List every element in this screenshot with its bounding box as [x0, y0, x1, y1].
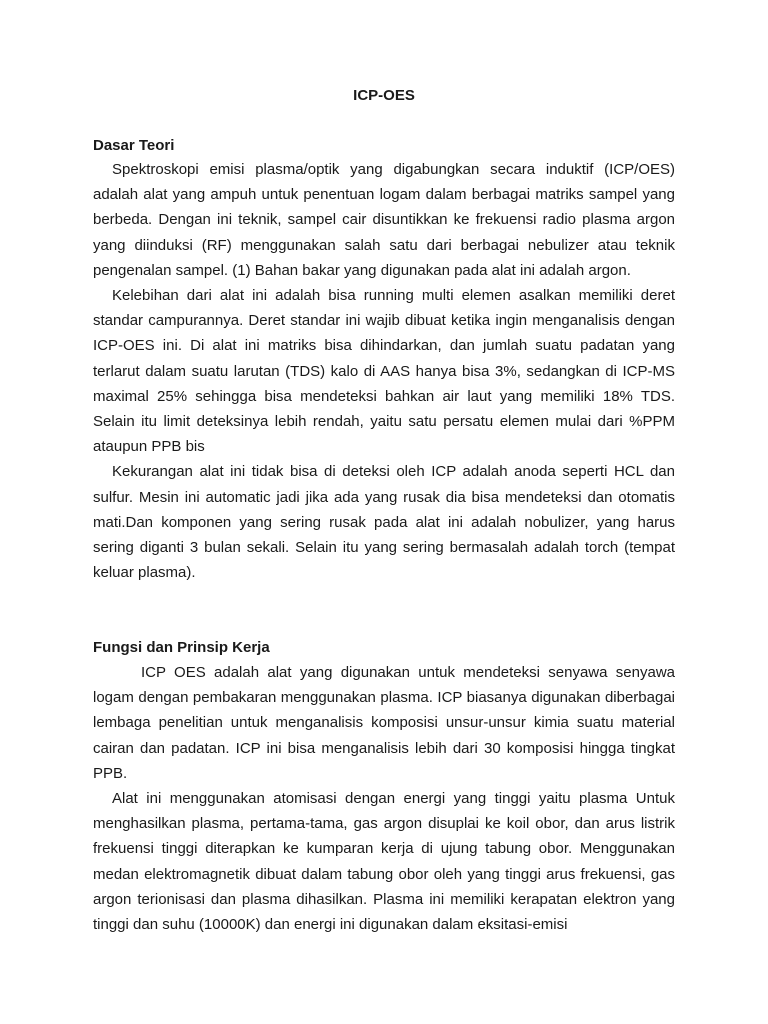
- document-title: ICP-OES: [353, 87, 415, 104]
- paragraph: ICP OES adalah alat yang digunakan untuk mendeteksi senyawa senyawa logam dengan pembakaran menggunakan plasma. ICP biasanya digunakan diberbagai lembaga penelitian untuk menganalisis komposisi unsur-unsur kimia suatu material cairan dan padatan. ICP ini bisa menganalisis lebih dari 30 komposisi hingga tingkat PPB.: [93, 664, 675, 782]
- paragraph: Kekurangan alat ini tidak bisa di deteksi oleh ICP adalah anoda seperti HCL dan sulfur. Mesin ini automatic jadi jika ada yang rusak dia bisa mendeteksi dan otomatis mati.Dan komponen yang sering rusak pada alat ini adalah nobulizer, yang harus sering diganti 3 bulan sekali. Selain itu yang sering bermasalah adalah torch (tempat keluar plasma).: [93, 463, 675, 582]
- section-heading-fungsi-dan-prinsip-kerja: Fungsi dan Prinsip Kerja: [93, 639, 270, 656]
- paragraph: Spektroskopi emisi plasma/optik yang digabungkan secara induktif (ICP/OES) adalah alat yang ampuh untuk penentuan logam dalam berbagai matriks sampel yang berbeda. Dengan ini teknik, sampel cair disuntikkan ke frekuensi radio plasma argon yang diinduksi (RF) menggunakan salah satu dari berbagai nebulizer atau teknik pengenalan sampel. (1) Bahan bakar yang digunakan pada alat ini adalah argon.: [93, 161, 675, 279]
- section-body-fungsi-dan-prinsip-kerja: [93, 660, 675, 937]
- paragraph: Kelebihan dari alat ini adalah bisa running multi elemen asalkan memiliki deret standar campurannya. Deret standar ini wajib dibuat ketika ingin menganalisis dengan ICP-OES ini. Di alat ini matriks bisa dihindarkan, dan jumlah suatu padatan yang terlarut dalam suatu larutan (TDS) kalo di AAS hanya bisa 3%, sedangkan di ICP-MS maximal 25% sehingga bisa mendeteksi bahkan air laut yang memiliki 18% TDS. Selain itu limit deteksinya lebih rendah, yaitu satu persatu elemen mulai dari %PPM ataupun PPB bis: [93, 287, 675, 456]
- section-body-dasar-teori: [93, 157, 675, 585]
- section-heading-dasar-teori: Dasar Teori: [93, 137, 175, 154]
- paragraph: Alat ini menggunakan atomisasi dengan energi yang tinggi yaitu plasma Untuk menghasilkan plasma, pertama-tama, gas argon disuplai ke koil obor, dan arus listrik frekuensi tinggi diterapkan ke kumparan kerja di ujung tabung obor. Menggunakan medan elektromagnetik dibuat dalam tabung obor oleh yang tinggi arus frekuensi, gas argon terionisasi dan plasma dihasilkan. Plasma ini memiliki kerapatan elektron yang tinggi dan suhu (10000K) dan energi ini digunakan dalam eksitasi-emisi: [93, 790, 675, 934]
